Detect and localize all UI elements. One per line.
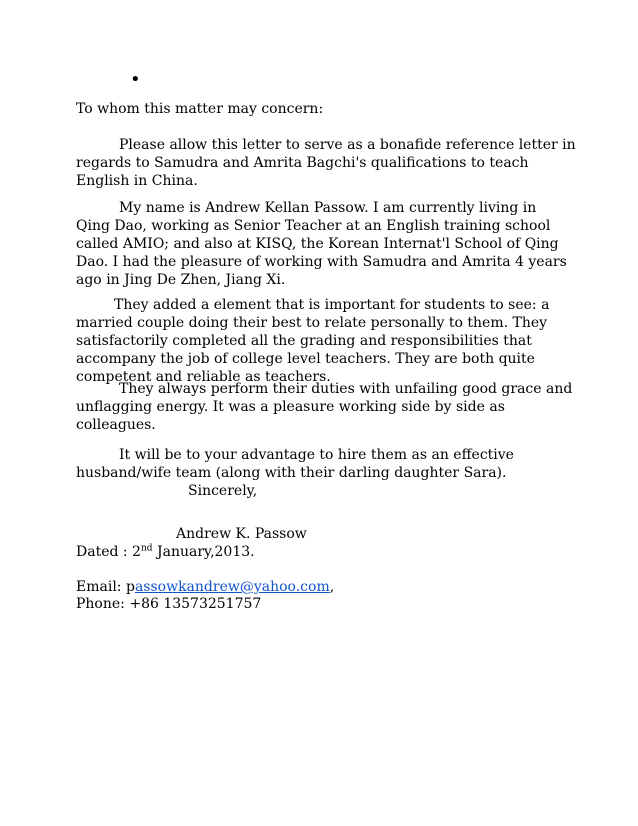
paragraph-2-line-1: My name is Andrew Kellan Passow. I am currently living in	[119, 200, 537, 216]
paragraph-4-line-2: unflagging energy. It was a pleasure working side by side as	[76, 399, 505, 415]
paragraph-4	[76, 380, 576, 434]
date-label: Dated : 2	[76, 544, 141, 560]
paragraph-3-line-5: competent and reliable as teachers.	[76, 369, 331, 385]
paragraph-3-line-2: married couple doing their best to relate personally to them. They	[76, 315, 548, 331]
email-tail: ,	[329, 579, 335, 595]
paragraph-2	[76, 199, 576, 289]
paragraph-2-line-2: Qing Dao, working as Senior Teacher at an English training school	[76, 218, 551, 234]
closing-text: Sincerely,	[188, 483, 258, 499]
paragraph-4-line-3: colleagues.	[76, 417, 156, 433]
paragraph-4-line-1: They always perform their duties with unfailing good grace and	[119, 381, 573, 397]
paragraph-2-line-3: called AMIO; and also at KISQ, the Korean Internat'l School of Qing	[76, 236, 559, 252]
signature	[76, 525, 638, 543]
salutation-text: To whom this matter may concern:	[76, 101, 324, 117]
paragraph-5-line-2: husband/wife team (along with their darling daughter Sara).	[76, 465, 507, 481]
date-line	[76, 543, 576, 561]
paragraph-2-line-4: Dao. I had the pleasure of working with Samudra and Amrita 4 years	[76, 254, 567, 270]
paragraph-2-line-5: ago in Jing De Zhen, Jiang Xi.	[76, 272, 286, 288]
paragraph-5	[76, 446, 576, 482]
email-text	[76, 578, 576, 596]
bullet-mark: •	[130, 69, 141, 90]
email-label: Email: p	[76, 579, 135, 595]
email-line	[76, 578, 576, 596]
paragraph-3	[76, 296, 576, 386]
paragraph-1-line-1: Please allow this letter to serve as a bonafide reference letter in	[119, 137, 576, 153]
date-text	[76, 543, 576, 561]
date-rest: January,2013.	[152, 544, 255, 560]
phone-text: Phone: +86 13573251757	[76, 596, 262, 612]
paragraph-3-line-1: They added a element that is important for students to see: a	[114, 297, 550, 313]
date-ordinal: nd	[140, 543, 153, 554]
paragraph-3-line-4: accompany the job of college level teachers. They are both quite	[76, 351, 535, 367]
phone-line	[76, 595, 576, 613]
signature-name: Andrew K. Passow	[176, 526, 307, 542]
paragraph-5-line-1: It will be to your advantage to hire them as an effective	[119, 447, 514, 463]
paragraph-3-line-3: satisfactorily completed all the grading and responsibilities that	[76, 333, 532, 349]
paragraph-1-line-3: English in China.	[76, 173, 198, 189]
closing	[76, 482, 638, 500]
paragraph-1-line-2: regards to Samudra and Amrita Bagchi's qualifications to teach	[76, 155, 529, 171]
email-link[interactable]: assowkandrew@yahoo.com	[134, 579, 330, 595]
salutation	[76, 100, 576, 118]
paragraph-1	[76, 136, 576, 190]
